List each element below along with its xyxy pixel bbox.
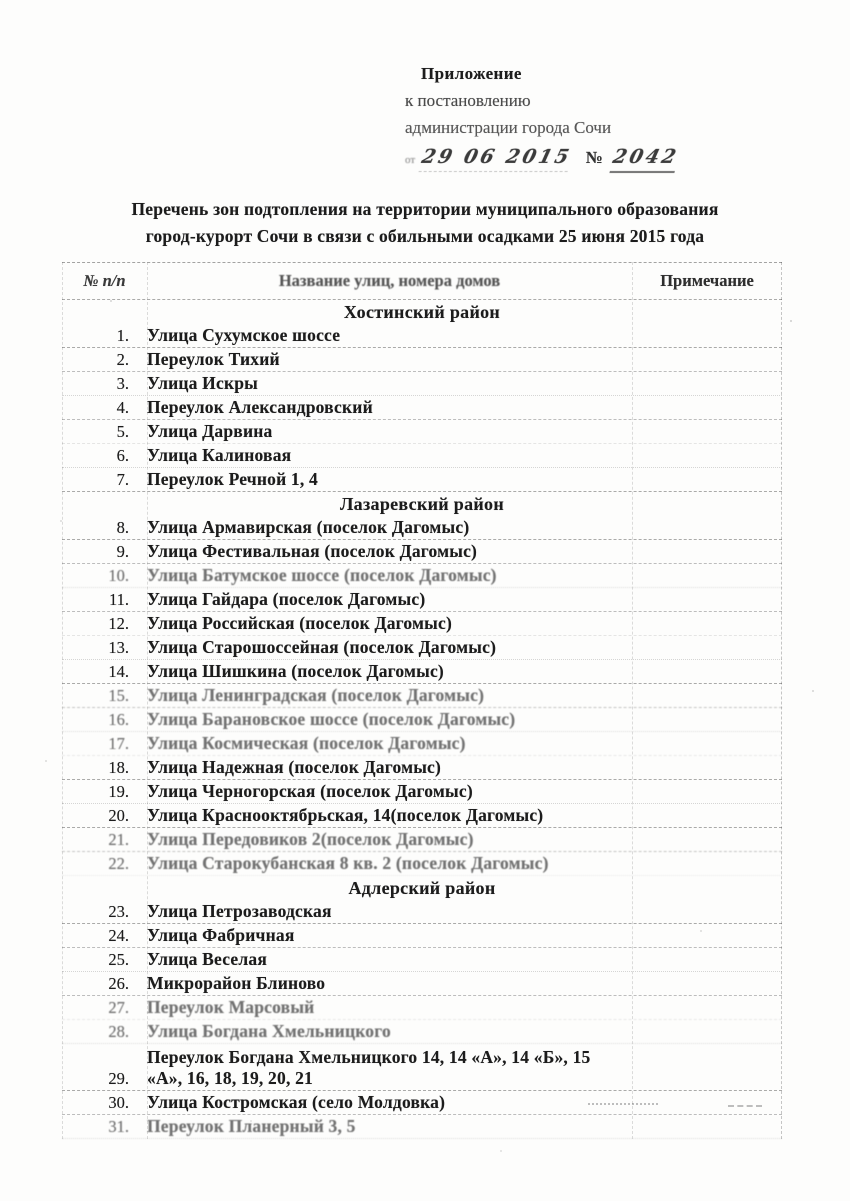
street-name: Улица Армавирская (поселок Дагомыс) — [147, 517, 470, 537]
table-header-row — [62, 262, 782, 300]
row-number: 4. — [116, 398, 129, 417]
street-name: Улица Костромская (село Молдовка) — [147, 1092, 446, 1112]
table-row — [62, 804, 782, 828]
row-number: 3. — [116, 374, 129, 393]
table-row — [62, 1115, 782, 1139]
section-rows — [62, 900, 782, 1139]
table-row — [62, 684, 782, 708]
street-name: Улица Богдана Хмельницкого — [147, 1021, 391, 1041]
table-row — [62, 564, 782, 588]
table-row — [62, 324, 782, 348]
table-row — [62, 444, 782, 468]
street-name: Улица Старошоссейная (поселок Дагомыс) — [147, 637, 497, 657]
row-number: 19. — [108, 782, 129, 801]
district-header: Лазаревский район — [339, 493, 505, 514]
title-line-2: город-курорт Сочи в связи с обильными осадками 25 июня 2015 года — [145, 226, 705, 246]
document-title — [0, 196, 850, 250]
row-number: 10. — [108, 566, 129, 585]
row-number: 5. — [116, 422, 129, 441]
table-row — [62, 636, 782, 660]
row-number: 25. — [108, 950, 129, 969]
row-number: 18. — [108, 758, 129, 777]
district-header: Хостинский район — [343, 301, 501, 322]
table-row — [62, 372, 782, 396]
table-row — [62, 468, 782, 492]
table-row — [62, 900, 782, 924]
section-rows — [62, 516, 782, 876]
annex-header-block — [405, 60, 682, 174]
table-row — [62, 1020, 782, 1044]
street-name: Улица Искры — [147, 373, 259, 393]
table-row — [62, 348, 782, 372]
row-number: 17. — [108, 734, 129, 753]
table-row — [62, 852, 782, 876]
street-name: Улица Передовиков 2(поселок Дагомыс) — [147, 829, 474, 849]
street-name: Улица Калиновая — [147, 445, 292, 465]
table-row — [62, 996, 782, 1020]
row-number: 24. — [108, 926, 129, 945]
row-number: 27. — [108, 998, 129, 1017]
row-number: 20. — [108, 806, 129, 825]
table-row — [62, 588, 782, 612]
street-name: Переулок Богдана Хмельницкого 14, 14 «А», 14 «Б», 15 «А», 16, 18, 19, 20, 21 — [147, 1047, 591, 1088]
row-number: 31. — [108, 1117, 129, 1136]
row-number: 2. — [116, 350, 129, 369]
street-name: Переулок Тихий — [147, 349, 280, 369]
row-number: 22. — [108, 854, 129, 873]
handwritten-number: 2042 — [609, 144, 681, 173]
number-sign: № — [585, 148, 603, 167]
row-number: 12. — [108, 614, 129, 633]
annex-date-line — [405, 144, 682, 174]
title-line-1: Перечень зон подтопления на территории муниципального образования — [131, 199, 719, 219]
street-name: Улица Барановское шоссе (поселок Дагомыс) — [147, 709, 516, 729]
row-number: 21. — [108, 830, 129, 849]
street-name: Улица Российская (поселок Дагомыс) — [147, 613, 452, 633]
table-row — [62, 396, 782, 420]
table-section — [62, 300, 782, 492]
annex-line-3: администрации города Сочи — [405, 118, 612, 137]
section-rows — [62, 324, 782, 492]
table-section — [62, 492, 782, 876]
table-row — [62, 660, 782, 684]
row-number: 30. — [108, 1093, 129, 1112]
table-row — [62, 540, 782, 564]
column-header-street: Название улиц, номера домов — [278, 271, 501, 290]
row-number: 26. — [108, 974, 129, 993]
table-row — [62, 732, 782, 756]
column-header-number: № п/п — [83, 271, 126, 290]
row-number: 28. — [108, 1022, 129, 1041]
street-name: Улица Шишкина (поселок Дагомыс) — [147, 661, 444, 681]
table-row — [62, 948, 782, 972]
row-number: 1. — [116, 326, 129, 345]
row-number: 15. — [108, 686, 129, 705]
street-name: Улица Фабричная — [147, 925, 295, 945]
street-name: Улица Ленинградская (поселок Дагомыс) — [147, 685, 485, 705]
table-row — [62, 1091, 782, 1115]
table-body — [62, 300, 782, 1139]
street-name: Микрорайон Блиново — [147, 973, 326, 993]
table-row — [62, 612, 782, 636]
row-number: 9. — [116, 542, 129, 561]
street-name: Улица Фестивальная (поселок Дагомыс) — [147, 541, 478, 561]
street-name: Переулок Планерный 3, 5 — [147, 1116, 356, 1136]
row-number: 13. — [108, 638, 129, 657]
table-row — [62, 420, 782, 444]
street-name: Улица Надежная (поселок Дагомыс) — [147, 757, 442, 777]
table-row — [62, 516, 782, 540]
street-name: Переулок Марсовый — [147, 997, 315, 1017]
street-name: Переулок Александровский — [147, 397, 373, 417]
table-row — [62, 828, 782, 852]
scan-stray-mark — [588, 1103, 658, 1105]
street-name: Улица Батумское шоссе (поселок Дагомыс) — [147, 565, 497, 585]
street-name: Улица Веселая — [147, 949, 268, 969]
table-row — [62, 756, 782, 780]
table-row — [62, 708, 782, 732]
row-number: 14. — [108, 662, 129, 681]
row-number: 8. — [116, 518, 129, 537]
annex-line-2: к постановлению — [405, 91, 531, 110]
street-name: Улица Краснооктябрьская, 14(поселок Дагомыс) — [147, 805, 544, 825]
table-row — [62, 780, 782, 804]
street-name: Улица Петрозаводская — [147, 901, 332, 921]
street-name: Улица Гайдара (поселок Дагомыс) — [147, 589, 426, 609]
scan-stray-mark — [728, 1105, 762, 1107]
row-number: 6. — [116, 446, 129, 465]
table-section — [62, 876, 782, 1139]
street-name: Улица Старокубанская 8 кв. 2 (поселок Дагомыс) — [147, 853, 549, 873]
district-header: Адлерский район — [348, 877, 496, 898]
row-number: 23. — [108, 902, 129, 921]
streets-table — [62, 262, 782, 1139]
row-number: 11. — [108, 590, 129, 609]
street-name: Улица Дарвина — [147, 421, 273, 441]
table-row — [62, 924, 782, 948]
row-number: 29. — [108, 1069, 129, 1088]
annex-line-1: Приложение — [421, 64, 522, 83]
street-name: Переулок Речной 1, 4 — [147, 469, 318, 489]
row-number: 16. — [108, 710, 129, 729]
handwritten-date: 29 06 2015 — [419, 144, 575, 172]
street-name: Улица Космическая (поселок Дагомыс) — [147, 733, 466, 753]
column-header-note: Примечание — [660, 271, 754, 290]
scan-speckles — [0, 0, 2, 2]
date-prefix: от — [405, 154, 416, 166]
table-row — [62, 1044, 782, 1091]
street-name: Улица Сухумское шоссе — [147, 325, 341, 345]
row-number: 7. — [116, 470, 129, 489]
street-name: Улица Черногорская (поселок Дагомыс) — [147, 781, 473, 801]
table-row — [62, 972, 782, 996]
